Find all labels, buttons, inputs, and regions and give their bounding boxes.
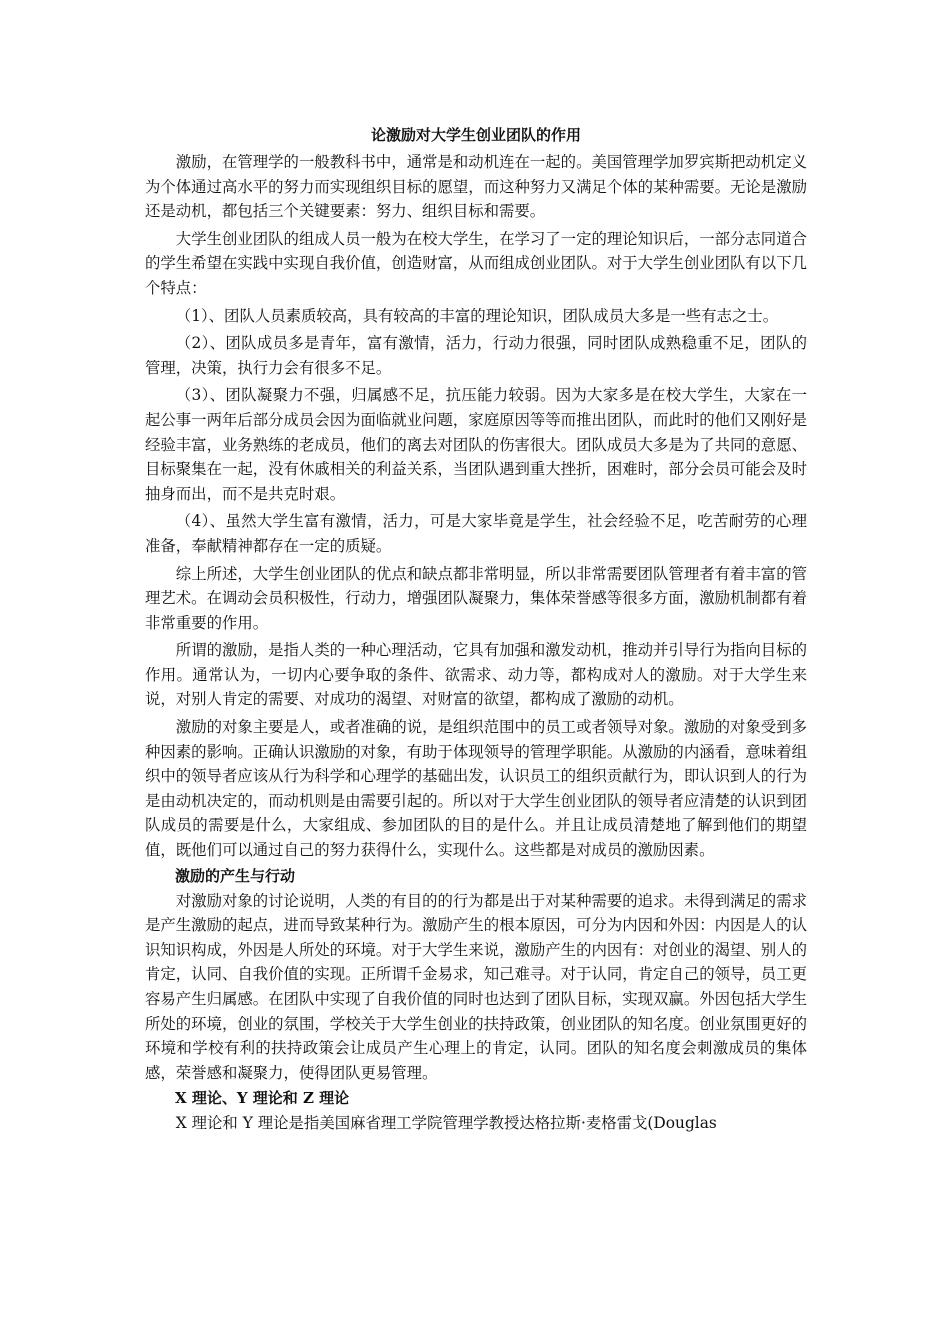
section-heading-motivation-origin: 激励的产生与行动	[175, 866, 296, 885]
paragraph-motivation-definition: 激励，在管理学的一般教科书中，通常是和动机连在一起的。美国管理学加罗宾斯把动机定义为个体通过高水平的努力而实现组织目标的愿望，而这种努力又满足个体的某种需要。无论是激励还是动机，都包括三个关键要素：努力、组织目标和需要。	[145, 153, 807, 221]
paragraph-team-composition: 大学生创业团队的组成人员一般为在校大学生，在学习了一定的理论知识后，一部分志同道合的学生希望在实践中实现自我价值，创造财富，从而组成创业团队。对于大学生创业团队有以下几个特点：	[145, 229, 807, 297]
paragraph-xy-theory: X 理论和 Y 理论是指美国麻省理工学院管理学教授达格拉斯·麦格雷戈(Douglas	[175, 1114, 717, 1133]
document-page	[145, 120, 807, 1136]
document-title: 论激励对大学生创业团队的作用	[370, 126, 581, 144]
section-heading-xyz-theory: X 理论、Y 理论和 Z 理论	[175, 1089, 350, 1108]
paragraph-motivation-meaning: 所谓的激励，是指人类的一种心理活动，它具有加强和激发动机，推动并引导行为指向目标的作用。通常认为，一切内心要争取的条件、欲需求、动力等，都构成对人的激励。对于大学生来说，对别人肯定的需要、对成功的渴望、对财富的欲望，都构成了激励的动机。	[145, 641, 807, 709]
paragraph-feature-4: （4）、虽然大学生富有激情，活力，可是大家毕竟是学生，社会经验不足，吃苦耐劳的心理准备，奉献精神都存在一定的质疑。	[145, 512, 807, 555]
paragraph-feature-3: （3）、团队凝聚力不强，归属感不足，抗压能力较弱。因为大家多是在校大学生，大家在一起公事一两年后部分成员会因为面临就业问题，家庭原因等等而推出团队，而此时的他们又刚好是经验丰富，业务熟练的老成员，他们的离去对团队的伤害很大。团队成员大多是为了共同的意愿、目标聚集在一起，没有休戚相关的利益关系，当团队遇到重大挫折，困难时，部分会员可能会及时抽身而出，而不是共克时艰。	[145, 386, 807, 503]
paragraph-motivation-origin: 对激励对象的讨论说明，人类的有目的的行为都是出于对某种需要的追求。未得到满足的需求是产生激励的起点，进而导致某种行为。激励产生的根本原因，可分为内因和外因：内因是人的认识知识构成，外因是人所处的环境。对于大学生来说，激励产生的内因有：对创业的渴望、别人的肯定，认同、自我价值的实现。正所谓千金易求，知己难寻。对于认同，肯定自己的领导，员工更容易产生归属感。在团队中实现了自我价值的同时也达到了团队目标，实现双赢。外因包括大学生所处的环境，创业的氛围，学校关于大学生创业的扶持政策，创业团队的知名度。创业氛围更好的环境和学校有利的扶持政策会让成员产生心理上的肯定，认同。团队的知名度会刺激成员的集体感，荣誉感和凝聚力，使得团队更易管理。	[145, 891, 807, 1082]
paragraph-feature-2: （2）、团队成员多是青年，富有激情，活力，行动力很强，同时团队成熟稳重不足，团队的管理，决策，执行力会有很多不足。	[145, 334, 807, 377]
paragraph-motivation-object: 激励的对象主要是人，或者准确的说，是组织范围中的员工或者领导对象。激励的对象受到多种因素的影响。正确认识激励的对象，有助于体现领导的管理学职能。从激励的内涵看，意味着组织中的领导者应该从行为科学和心理学的基础出发，认识员工的组织贡献行为，即认识到人的行为是由动机决定的，而动机则是由需要引起的。所以对于大学生创业团队的领导者应清楚的认识到团队成员的需要是什么，大家组成、参加团队的目的是什么。并且让成员清楚地了解到他们的期望值，既他们可以通过自己的努力获得什么，实现什么。这些都是对成员的激励因素。	[145, 718, 807, 860]
paragraph-feature-1: （1）、团队人员素质较高，具有较高的丰富的理论知识，团队成员大多是一些有志之士。	[175, 306, 779, 325]
paragraph-summary: 综上所述，大学生创业团队的优点和缺点都非常明显，所以非常需要团队管理者有着丰富的管理艺术。在调动会员积极性，行动力，增强团队凝聚力，集体荣誉感等很多方面，激励机制都有着非常重要的作用。	[145, 564, 807, 632]
